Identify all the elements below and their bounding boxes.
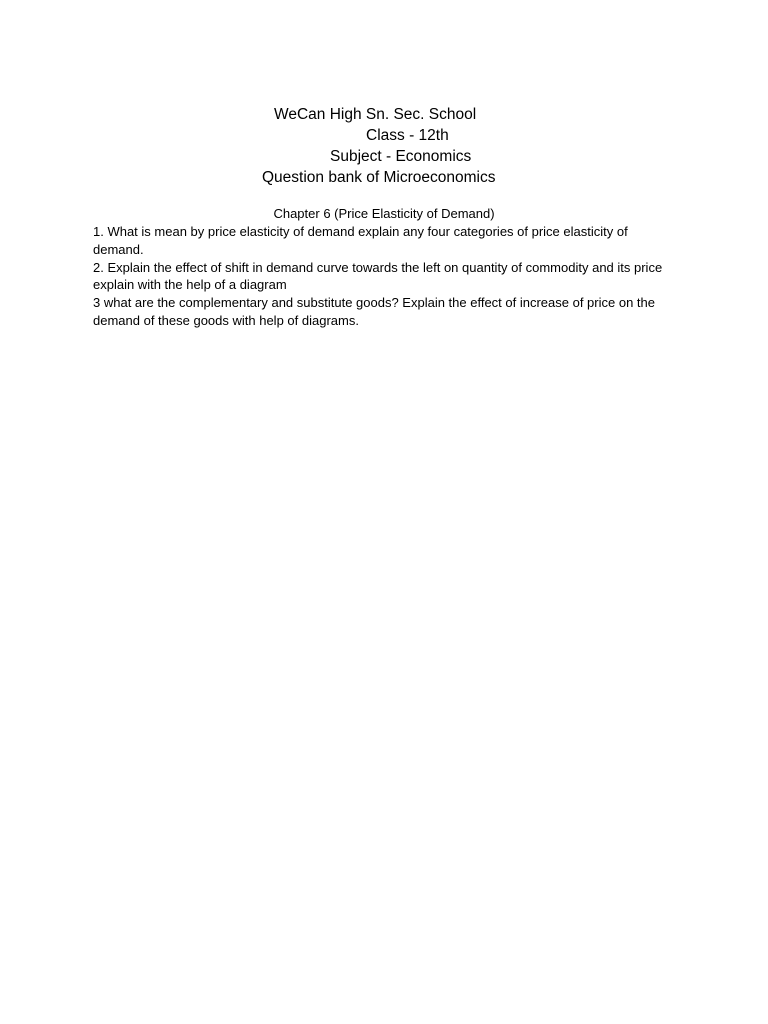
- document-title: Question bank of Microeconomics: [262, 169, 496, 186]
- subject-line: Subject - Economics: [330, 148, 472, 165]
- school-name: WeCan High Sn. Sec. School: [274, 106, 477, 123]
- chapter-heading: Chapter 6 (Price Elasticity of Demand): [273, 206, 495, 221]
- question-2: 2. Explain the effect of shift in demand curve towards the left on quantity of commodity and its price explain with the help of a diagram: [93, 259, 663, 293]
- chapter-heading-row: [0, 205, 768, 223]
- question-1: 1. What is mean by price elasticity of demand explain any four categories of price elasticity of demand.: [93, 224, 628, 257]
- class-line: Class - 12th: [366, 127, 449, 144]
- question-3: 3 what are the complementary and substitute goods? Explain the effect of increase of price on the demand of these goods with help of diagrams.: [93, 295, 655, 328]
- question-list: [93, 223, 673, 330]
